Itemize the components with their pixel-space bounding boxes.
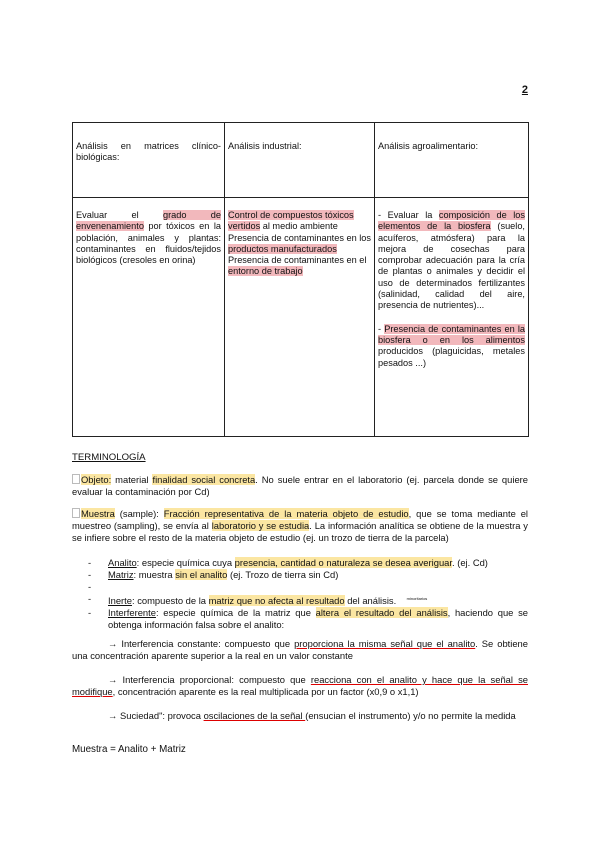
cell-clinico: Evaluar el grado de envenenamiento por tóxicos en la población, animales y plantas: contaminantes en fluidos/tejidos biológicos (cresoles en orina) — [73, 198, 225, 437]
terms-list — [86, 557, 528, 631]
table-body-row — [73, 198, 529, 437]
section-title: TERMINOLOGÍA — [72, 452, 146, 463]
term-matriz: - Matriz: muestra sin el analito (ej. Trozo de tierra sin Cd) — [86, 569, 528, 581]
table-header-row — [73, 123, 529, 198]
agro-paragraph-2: - Presencia de contaminantes en la biosfera o en los alimentos producidos (plaguicidas, metales pesados ...) — [378, 323, 525, 368]
term-analito: - Analito: especie química cuya presencia, cantidad o naturaleza se desea averiguar. (ej. Cd) — [86, 557, 528, 569]
term-empty — [86, 581, 528, 593]
bullet-box-icon — [72, 474, 80, 484]
interferencia-proporcional: → Interferencia proporcional: compuesto que reacciona con el analito y hace que la señal se modifique, concentración aparente es la real multiplicada por un factor (x0,9 o x1,1) — [72, 674, 528, 697]
cell-industrial: Control de compuestos tóxicos vertidos al medio ambiente Presencia de contaminantes en los productos manufacturados Presencia de contaminantes en el entorno de trabajo — [225, 198, 375, 437]
header-clinico: Análisis en matrices clínico-biológicas: — [73, 123, 225, 198]
applications-table — [72, 122, 529, 437]
page-number: 2 — [521, 84, 528, 96]
suciedad: → Suciedad": provoca oscilaciones de la señal (ensucian el instrumento) y/o no permite la medida — [108, 710, 516, 721]
formula: Muestra = Analito + Matriz — [72, 744, 186, 755]
header-industrial: Análisis industrial: — [225, 123, 375, 198]
cell-agroalimentario — [375, 198, 529, 437]
term-inerte: - Inerte: compuesto de la matriz que no afecta al resultado del análisis. $^{minoritarios}$ — [86, 593, 528, 607]
interferencia-constante: → Interferencia constante: compuesto que proporciona la misma señal que el analito. Se obtiene una concentración aparente superior a la real en un valor constante — [72, 638, 528, 661]
agro-paragraph-1: - Evaluar la composición de los elementos de la biosfera (suelo, acuíferos, atmósfera) para la mejora de cosechas para comprobar adecuación para la cría de plantas o animales y decidir el uso de determinados fertilizantes (salinidad, calidad del aire, presencia de nutrientes)... — [378, 210, 525, 311]
header-agroalimentario: Análisis agroalimentario: — [375, 123, 529, 198]
bullet-box-icon — [72, 508, 80, 518]
term-interferente: - Interferente: especie química de la matriz que altera el resultado del análisis, haciendo que se obtenga información falsa sobre el analito: — [86, 607, 528, 631]
definition-muestra: Muestra (sample): Fracción representativa de la materia objeto de estudio, que se toma mediante el muestreo (sampling), se envía al laboratorio y se estudia. La información analítica se obtiene de la muestra y se infiere sobre el resto de la materia objeto de estudio (ej. un trozo de tierra de la parcela) — [72, 508, 529, 543]
definition-objeto: Objeto: material finalidad social concreta. No suele entrar en el laboratorio (ej. parcela donde se quiere evaluar la contaminación por Cd) — [72, 474, 528, 497]
